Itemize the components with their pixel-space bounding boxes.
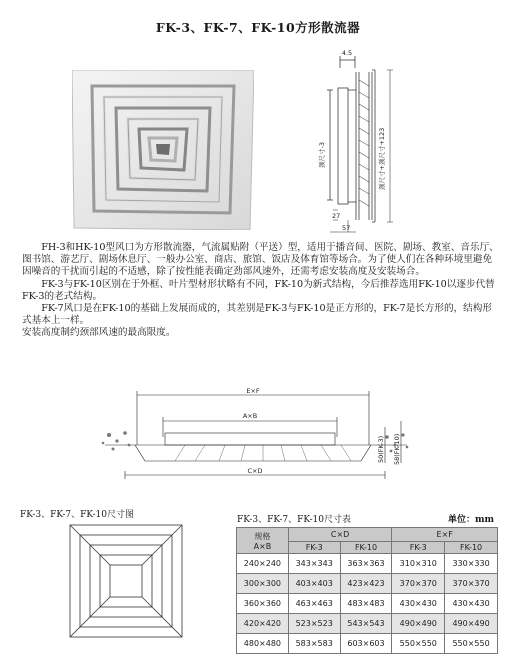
subheader-cell: FK-3 (392, 542, 445, 554)
dim-27: 27 (332, 212, 341, 220)
diffuser-photo (72, 70, 254, 230)
header-spec-dims: A×B (253, 541, 272, 551)
dim-height-fk10: 58(FK-10) (393, 433, 401, 465)
table-cell: 583×583 (288, 634, 340, 654)
table-cell: 603×603 (340, 634, 392, 654)
table-cell: 343×343 (288, 554, 340, 574)
table-cell: 550×550 (445, 634, 498, 654)
table-cell: 543×543 (340, 614, 392, 634)
description-paragraph: FK-3与FK-10区别在于外框、叶片型材形状略有不同，FK-10为新式结构，今后推荐选用FK-10以逐步代替FK-3的老式结构。 (22, 278, 495, 302)
sizes-caption: FK-3、FK-7、FK-10尺寸图 (20, 510, 134, 520)
size-plan-drawing (68, 523, 184, 639)
header-spec (237, 528, 289, 554)
table-cell: 423×423 (340, 574, 392, 594)
dim-cd: C×D (247, 467, 263, 475)
table-cell: 363×363 (340, 554, 392, 574)
header-group-ef: E×F (392, 528, 498, 542)
table-cell: 463×463 (288, 594, 340, 614)
dim-top: 4.5 (341, 50, 353, 57)
table-title: FK-3、FK-7、FK-10尺寸表 (237, 515, 351, 525)
table-unit: 单位：mm (448, 515, 495, 525)
table-cell: 430×430 (392, 594, 445, 614)
description-text (22, 242, 500, 340)
table-row (237, 614, 498, 634)
table-cell: 480×480 (237, 634, 289, 654)
page-title: FK-3、FK-7、FK-10方形散流器 (155, 20, 361, 35)
dim-57: 57 (342, 224, 351, 232)
dim-ef: E×F (246, 387, 260, 395)
table-cell: 330×330 (445, 554, 498, 574)
table-cell: 403×403 (288, 574, 340, 594)
side-section-drawing (300, 50, 410, 240)
table-cell: 420×420 (237, 614, 289, 634)
table-row (237, 634, 498, 654)
description-paragraph: FK-7风口是在FK-10的基础上发展而成的，其差别是FK-3与FK-10是正方形的，FK-7是长方形的，结构形式基本上一样。 (22, 303, 492, 327)
table-cell: 490×490 (392, 614, 445, 634)
dim-height-fk3: 50(FK-3) (377, 435, 385, 463)
size-table (236, 527, 498, 654)
dim-ab: A×B (242, 412, 258, 420)
table-cell: 490×490 (445, 614, 498, 634)
dim-outer: 颈尺寸+颈尺寸+123 (378, 127, 386, 190)
description-paragraph: 安装高度制约颈部风速的最高限度。 (22, 327, 176, 339)
table-cell: 370×370 (445, 574, 498, 594)
subheader-cell: FK-3 (288, 542, 340, 554)
table-cell: 310×310 (392, 554, 445, 574)
table-cell: 300×300 (237, 574, 289, 594)
subheader-cell: FK-10 (340, 542, 392, 554)
header-spec-label: 规格 (254, 531, 271, 541)
header-group-cd: C×D (288, 528, 392, 542)
table-row (237, 594, 498, 614)
table-cell: 523×523 (288, 614, 340, 634)
description-paragraph: FH-3和HK-10型风口为方形散流器，气流属贴附（平送）型，适用于播音间、医院、剧场、教室、音乐厅、图书馆、游艺厅、剧场休息厅、一般办公室、商店、旅馆、饭店及体育馆等场合。为了使人们在各种环境里避免因噪音的干扰而引起的不适感，除了按性能表确定劲部风速外，还需考虑安装高度及安装场合。 (22, 242, 499, 278)
subheader-cell: FK-10 (445, 542, 498, 554)
dim-neck: 颈尺寸-3 (318, 142, 326, 168)
table-cell: 240×240 (237, 554, 289, 574)
table-cell: 360×360 (237, 594, 289, 614)
table-row (237, 554, 498, 574)
installation-diagram (95, 385, 435, 485)
table-cell: 370×370 (392, 574, 445, 594)
table-cell: 430×430 (445, 594, 498, 614)
table-cell: 483×483 (340, 594, 392, 614)
table-cell: 550×550 (392, 634, 445, 654)
table-row (237, 574, 498, 594)
